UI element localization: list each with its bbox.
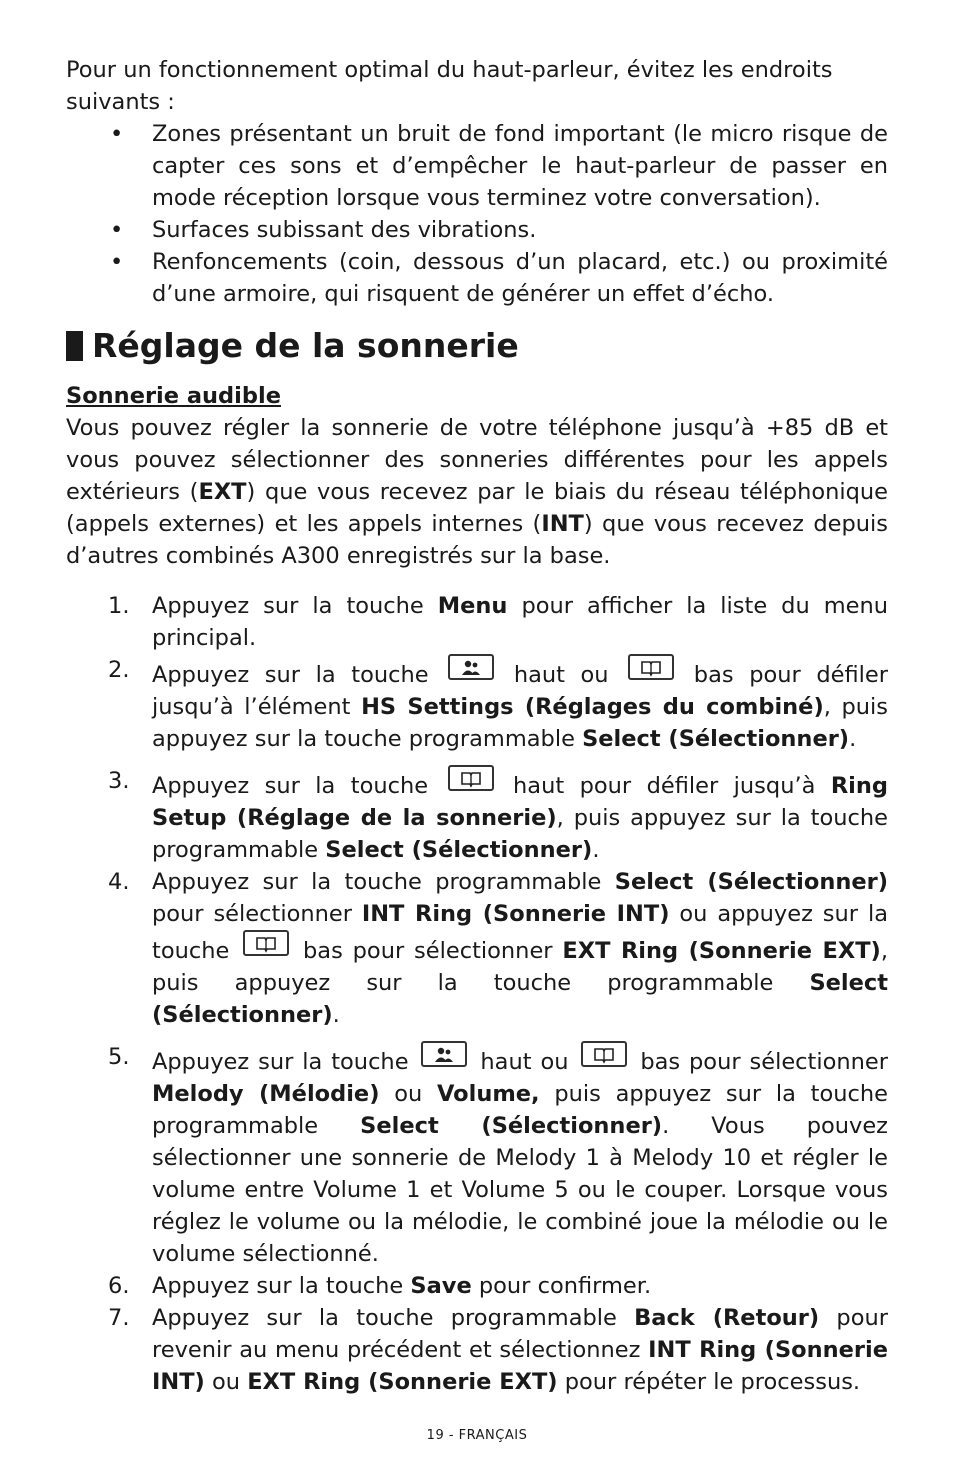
step-2: 2. Appuyez sur la touche haut ou bas pour défiler jusqu’à l’élément HS Settings (Réglages du combiné), puis appuyez sur la touche programmable Select (Sélectionner). [152,654,888,755]
section-heading [66,324,888,368]
step-4: 4. Appuyez sur la touche programmable Select (Sélectionner) pour sélectionner INT Ring (Sonnerie INT) ou appuyez sur la touche bas pour sélectionner EXT Ring (Sonnerie EXT), puis appuyez sur la touche programmable Select (Sélectionner). [108,869,888,1028]
book-down-icon [628,654,674,680]
steps-list [66,590,888,1398]
section-title: Réglage de la sonnerie [92,326,519,365]
step-5: 5. Appuyez sur la touche haut ou bas pour sélectionner Melody (Mélodie) ou Volume, puis appuyez sur la touche programmable Select (Sélectionner). Vous pouvez sélectionner une sonnerie de Melody 1 à Melody 10 et régler le volume entre Volume 1 et Volume 5 ou le couper. Lorsque vous réglez le volume ou la mélodie, le combiné joue la mélodie ou le volume sélectionné. [152,1041,888,1270]
book-down-icon [581,1041,627,1067]
bullet-list [66,118,888,310]
subsection-title: Sonnerie audible [66,383,281,409]
section-paragraph: Vous pouvez régler la sonnerie de votre téléphone jusqu’à +85 dB et vous pouvez sélectionner des sonneries différentes pour les appels extérieurs (EXT) que vous recevez par le biais du réseau téléphonique (appels externes) et les appels internes (INT) que vous recevez depuis d’autres combinés A300 enregistrés sur la base. [66,415,889,569]
step-6: 6. Appuyez sur la touche Save pour confirmer. [108,1273,652,1299]
page-content [66,54,888,1398]
book-down-icon [243,930,289,956]
heading-marker-icon [66,331,83,361]
list-item: • Zones présentant un bruit de fond important (le micro risque de capter ces sons et d’empêcher le haut-parleur de passer en mode réception lorsque vous terminez votre conversation). [152,118,888,214]
step-7: 7. Appuyez sur la touche programmable Back (Retour) pour revenir au menu précédent et sélectionnez INT Ring (Sonnerie INT) ou EXT Ring (Sonnerie EXT) pour répéter le processus. [108,1305,888,1395]
contacts-up-icon [421,1041,467,1067]
step-3: 3. Appuyez sur la touche haut pour défiler jusqu’à Ring Setup (Réglage de la sonnerie), puis appuyez sur la touche programmable Select (Sélectionner). [152,765,888,866]
list-item: • Renfoncements (coin, dessous d’un placard, etc.) ou proximité d’une armoire, qui risquent de générer un effet d’écho. [152,246,888,310]
page-footer: 19 - FRANÇAIS [426,1428,528,1443]
list-item: • Surfaces subissant des vibrations. [152,214,888,246]
book-down-icon [448,765,494,791]
contacts-up-icon [448,654,494,680]
intro-text: Pour un fonctionnement optimal du haut-parleur, évitez les endroits suivants : [66,57,833,115]
step-1: 1. Appuyez sur la touche Menu pour afficher la liste du menu principal. [108,593,888,651]
